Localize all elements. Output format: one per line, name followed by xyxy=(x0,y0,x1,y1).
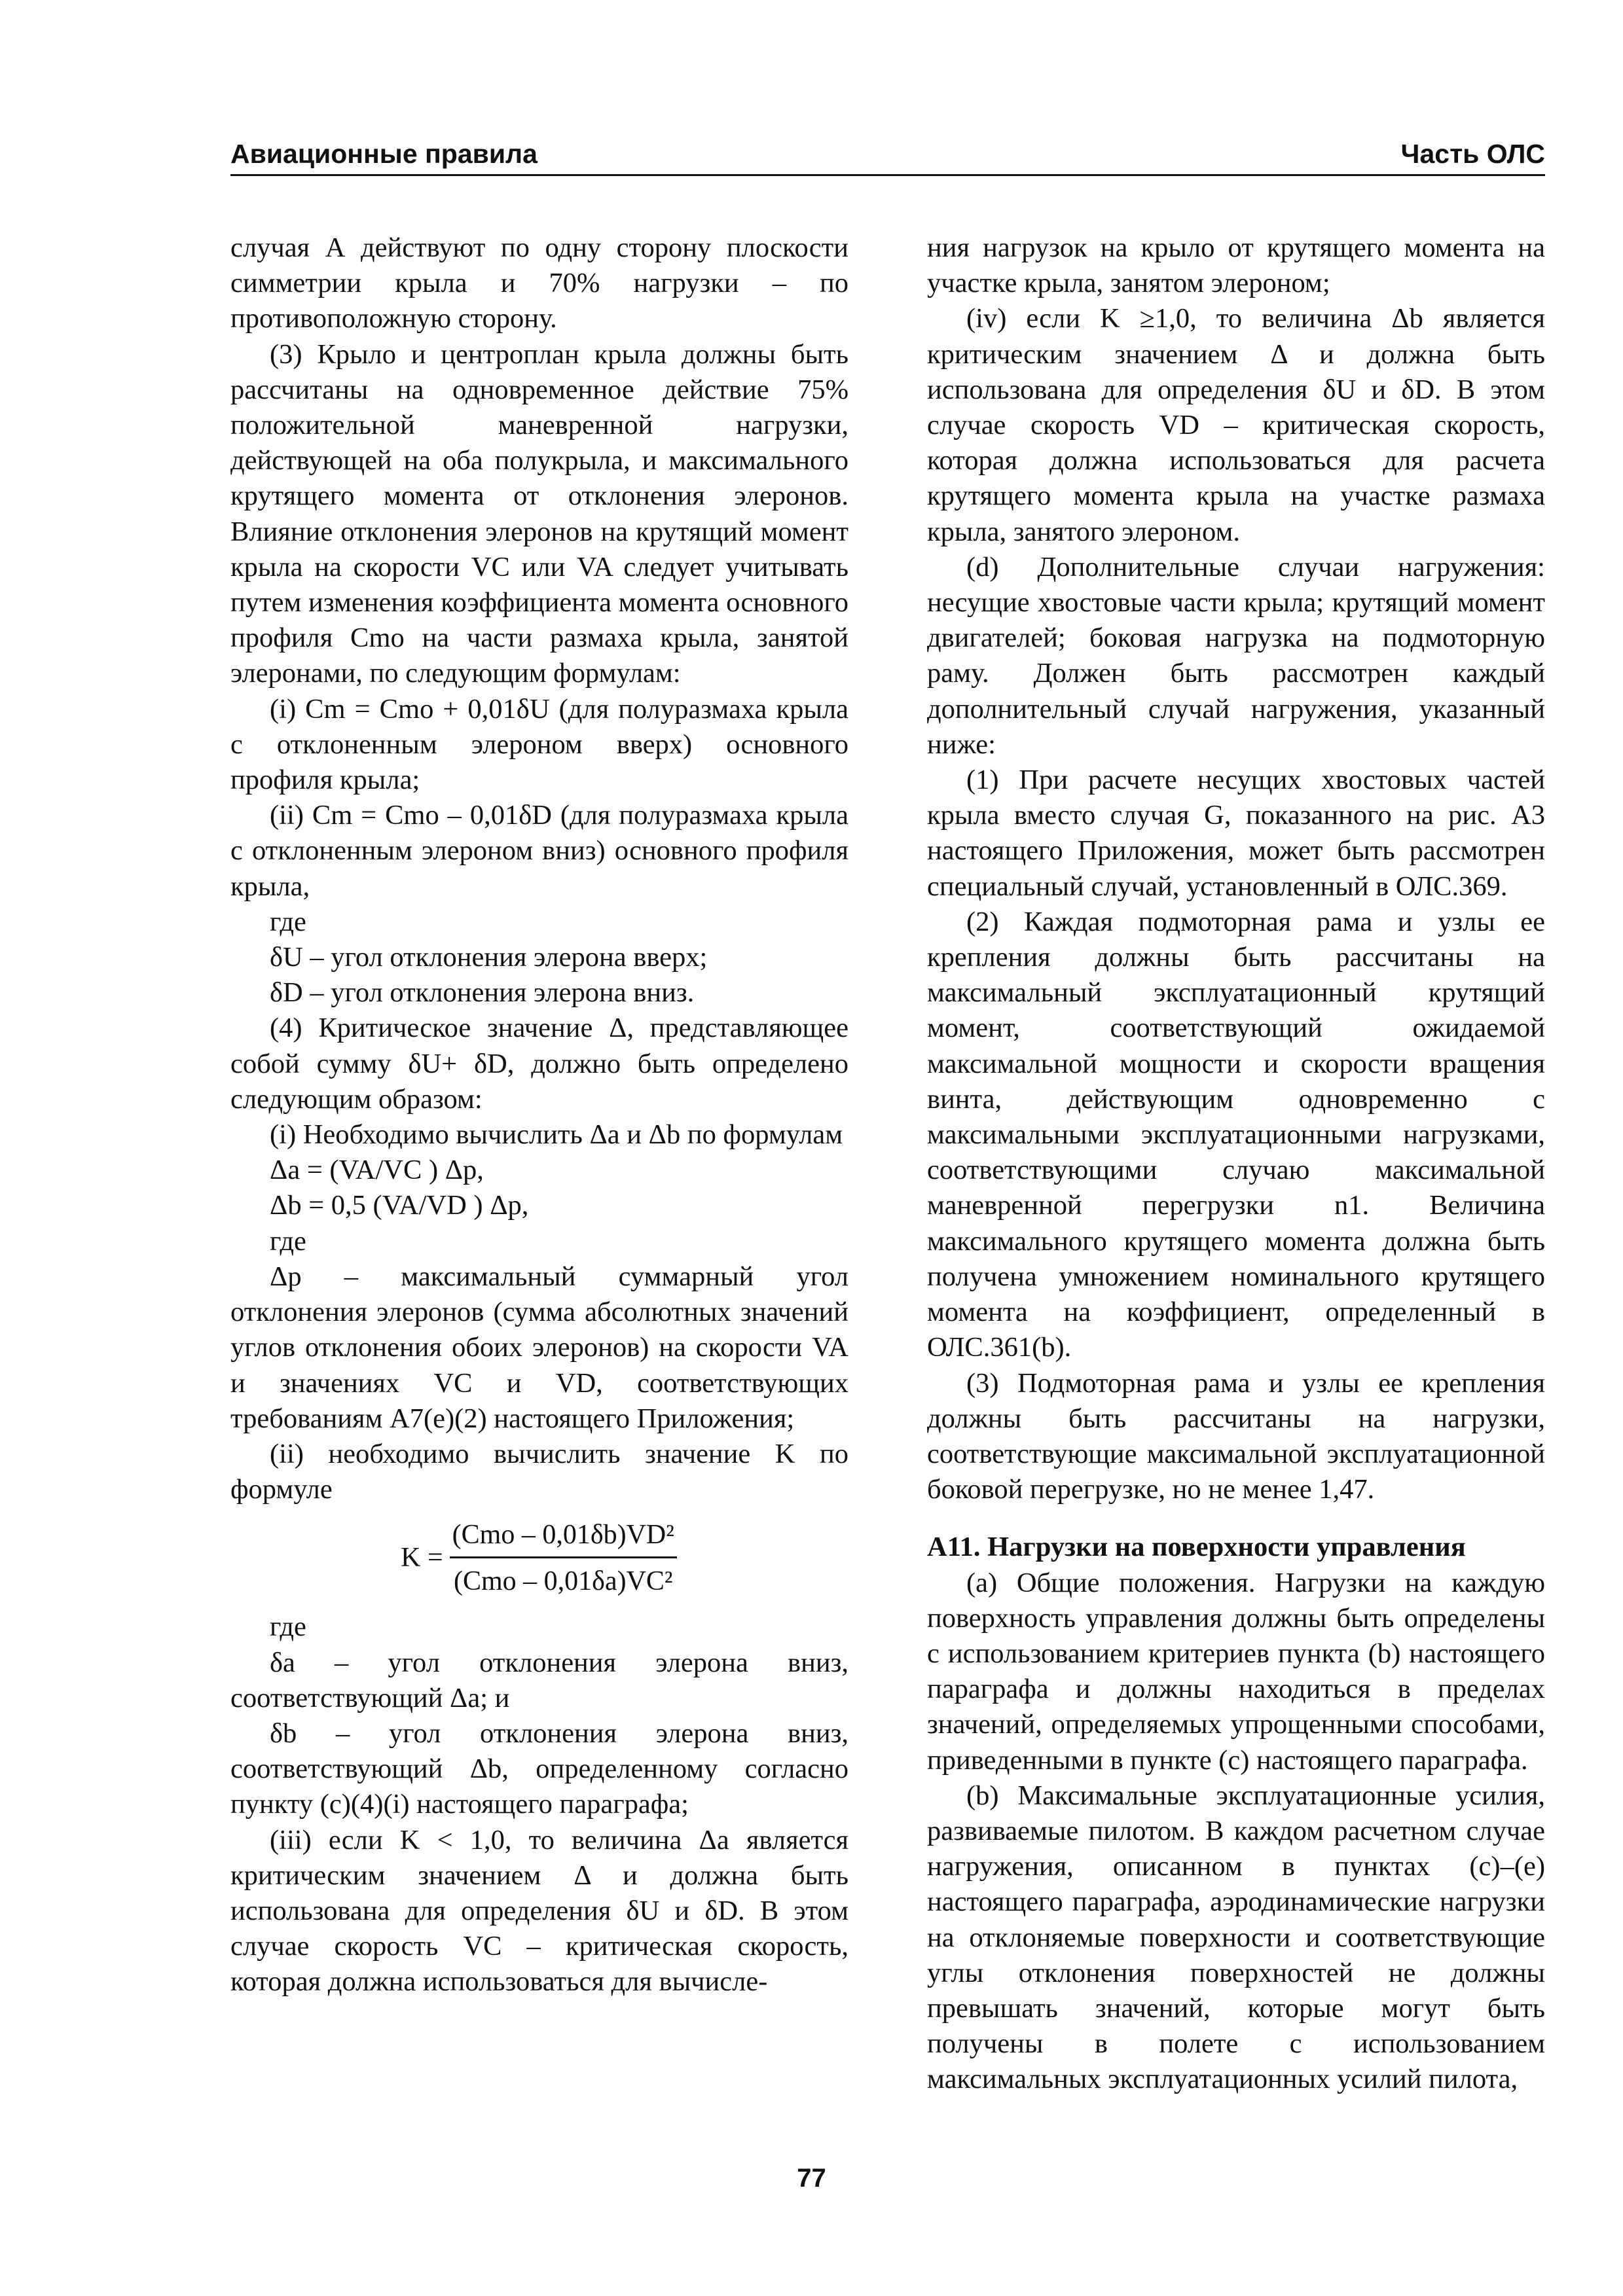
header-part: Часть ОЛС xyxy=(1400,139,1545,169)
paragraph: Δp – максимальный суммарный угол отклонения элеронов (сумма абсолютных значений углов отклонения обоих элеронов) на скорости VA и значениях VC и VD, соответствующих требованиям A7(e)(2) настоящего Приложения; xyxy=(230,1261,848,1434)
left-column xyxy=(230,230,848,2000)
paragraph: δb – угол отклонения элерона вниз, соответствующий Δb, определенному согласно пункту (с)(4)(i) настоящего параграфа; xyxy=(230,1717,848,1820)
formula-line: Δa = (VA/VC ) Δp, xyxy=(270,1155,484,1186)
paragraph: (d) Дополнительные случаи нагружения: несущие хвостовые части крыла; крутящий момент двигателей; боковая нагрузка на подмоторную раму. Должен быть рассмотрен каждый дополнительный случай нагружения, указанный ниже: xyxy=(927,551,1545,760)
paragraph: δU – угол отклонения элерона вверх; xyxy=(270,942,708,973)
paragraph: где xyxy=(270,906,306,937)
paragraph: где xyxy=(270,1611,306,1643)
paragraph: случая А действуют по одну сторону плоскости симметрии крыла и 70% нагрузки – по противоположную сторону. xyxy=(230,232,848,334)
paragraph: (ii) Cm = Cmo – 0,01δD (для полуразмаха крыла с отклоненным элероном вниз) основного профиля крыла, xyxy=(230,800,848,902)
right-column xyxy=(927,230,1545,2098)
header-title: Авиационные правила xyxy=(230,139,538,169)
paragraph: (3) Подмоторная рама и узлы ее крепления должны быть рассчитаны на нагрузки, соответствующие максимальной эксплуатационной боковой перегрузке, но не менее 1,47. xyxy=(927,1367,1545,1505)
header-rule xyxy=(230,174,1545,176)
formula-line: Δb = 0,5 (VA/VD ) Δp, xyxy=(270,1190,529,1221)
paragraph: (iii) если K < 1,0, то величина Δa является критическим значением Δ и должна быть использована для определения δU и δD. В этом случае скорость VC – критическая скорость, которая должна использоваться для вычисле- xyxy=(230,1824,848,1998)
page-header xyxy=(230,139,1545,173)
paragraph: δD – угол отклонения элерона вниз. xyxy=(270,977,695,1009)
paragraph: ния нагрузок на крыло от крутящего момента на участке крыла, занятом элероном; xyxy=(927,232,1545,299)
paragraph: (ii) необходимо вычислить значение K по формуле xyxy=(230,1438,848,1505)
paragraph: (a) Общие положения. Нагрузки на каждую поверхность управления должны быть определены с использованием критериев пункта (b) настоящего параграфа и должны находиться в пределах значений, определяемых упрощенными способами, приведенными в пункте (c) настоящего параграфа. xyxy=(927,1567,1545,1776)
paragraph: (1) При расчете несущих хвостовых частей крыла вместо случая G, показанного на рис. A3 настоящего Приложения, может быть рассмотрен специальный случай, установленный в ОЛС.369. xyxy=(927,764,1545,902)
paragraph: (i) Необходимо вычислить Δa и Δb по формулам xyxy=(270,1119,843,1151)
k-formula xyxy=(230,1509,848,1607)
paragraph: (iv) если K ≥1,0, то величина Δb является критическим значением Δ и должна быть использована для определения δU и δD. В этом случае скорость VD – критическая скорость, которая должна использоваться для расчета крутящего момента крыла на участке размаха крыла, занятого элероном. xyxy=(927,303,1545,547)
paragraph: где xyxy=(270,1225,306,1257)
section-heading: A11. Нагрузки на поверхности управления xyxy=(927,1532,1466,1563)
formula-numerator: (Cmo – 0,01δb)VD² xyxy=(452,1519,674,1550)
paragraph: (i) Cm = Cmo + 0,01δU (для полуразмаха крыла с отклоненным элероном вверх) основного профиля крыла; xyxy=(230,693,848,796)
paragraph: (4) Критическое значение Δ, представляющее собой сумму δU+ δD, должно быть определено следующим образом: xyxy=(230,1013,848,1115)
formula-lhs: K = xyxy=(401,1543,443,1573)
page-number: 77 xyxy=(797,2164,826,2193)
formula-denominator: (Cmo – 0,01δa)VC² xyxy=(450,1556,677,1599)
paragraph: δa – угол отклонения элерона вниз, соответствующий Δa; и xyxy=(230,1647,848,1713)
paragraph: (2) Каждая подмоторная рама и узлы ее крепления должны быть рассчитаны на максимальный эксплуатационный крутящий момент, соответствующий ожидаемой максимальной мощности и скорости вращения винта, действующим одновременно с максимальными эксплуатационными нагрузками, соответствующими случаю максимальной маневренной перегрузки n1. Величина максимального крутящего момента должна быть получена умножением номинального крутящего момента на коэффициент, определенный в ОЛС.361(b). xyxy=(927,906,1545,1363)
paragraph: (b) Максимальные эксплуатационные усилия, развиваемые пилотом. В каждом расчетном случае нагружения, описанном в пунктах (c)–(e) настоящего параграфа, аэродинамические нагрузки на отклоняемые поверхности и соответствующие углы отклонения поверхностей не должны превышать значений, которые могут быть получены в полете с использованием максимальных эксплуатационных усилий пилота, xyxy=(927,1780,1545,2095)
formula-fraction xyxy=(448,1517,678,1599)
paragraph: (3) Крыло и центроплан крыла должны быть рассчитаны на одновременное действие 75% положительной маневренной нагрузки, действующей на оба полукрыла, и максимального крутящего момента от отклонения элеронов. Влияние отклонения элеронов на крутящий момент крыла на скорости VC или VA следует учитывать путем изменения коэффициента момента основного профиля Cmo на части размаха крыла, занятой элеронами, по следующим формулам: xyxy=(230,338,848,689)
